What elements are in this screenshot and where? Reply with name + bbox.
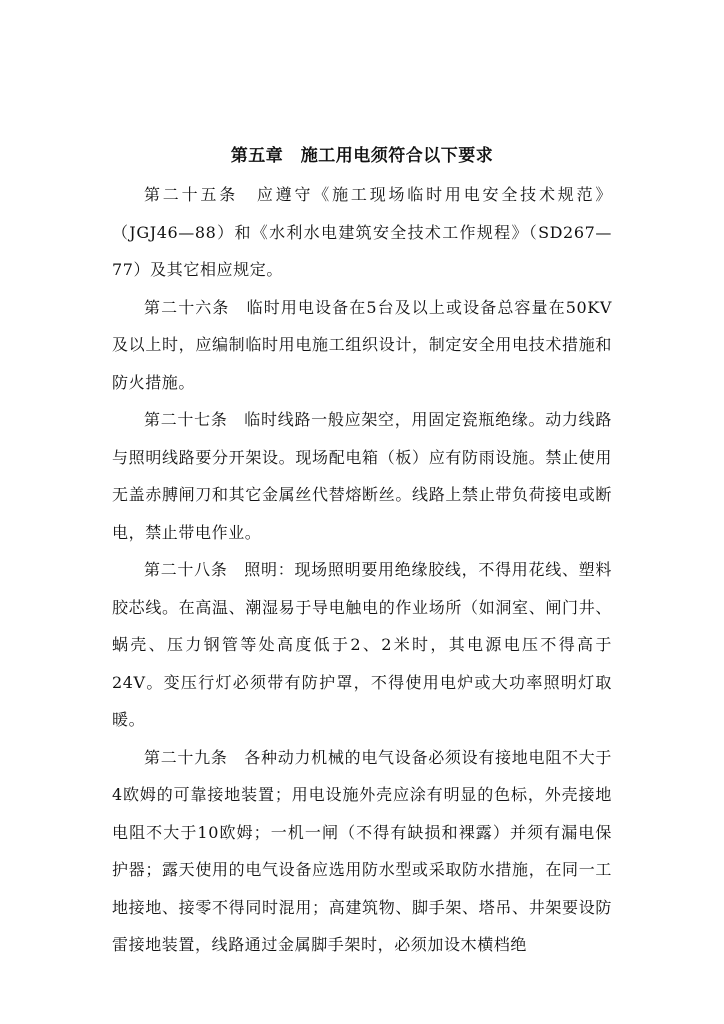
document-body bbox=[112, 176, 612, 964]
article-28-paragraph: 第二十八条 照明：现场照明要用绝缘胶线，不得用花线、塑料胶芯线。在高温、潮湿易于导电触电的作业场所（如洞室、闸门井、蜗壳、压力钢管等处高度低于2、2米时，其电源电压不得高于24V。变压行灯必须带有防护罩，不得使用电炉或大功率照明灯取暖。 bbox=[112, 560, 612, 729]
chapter-title: 第五章 施工用电须符合以下要求 bbox=[230, 146, 494, 166]
article-29-paragraph: 第二十九条 各种动力机械的电气设备必须设有接地电阻不大于4欧姆的可靠接地装置；用电设施外壳应涂有明显的色标，外壳接地电阻不大于10欧姆；一机一闸（不得有缺损和裸露）并须有漏电保护器；露天使用的电气设备应选用防水型或采取防水措施，在同一工地接地、接零不得同时混用；高建筑物、脚手架、塔吊、井架要设防雷接地装置，线路通过金属脚手架时，必须加设木横档绝 bbox=[112, 747, 612, 954]
article-25-paragraph: 第二十五条 应遵守《施工现场临时用电安全技术规范》（JGJ46—88）和《水利水电建筑安全技术工作规程》（SD267—77）及其它相应规定。 bbox=[112, 185, 612, 279]
article-27-paragraph: 第二十七条 临时线路一般应架空，用固定瓷瓶绝缘。动力线路与照明线路要分开架设。现场配电箱（板）应有防雨设施。禁止使用无盖赤膊闸刀和其它金属丝代替熔断丝。线路上禁止带负荷接电或断电，禁止带电作业。 bbox=[112, 410, 612, 542]
article-26-paragraph: 第二十六条 临时用电设备在5台及以上或设备总容量在50KV及以上时，应编制临时用电施工组织设计，制定安全用电技术措施和防火措施。 bbox=[112, 297, 612, 392]
